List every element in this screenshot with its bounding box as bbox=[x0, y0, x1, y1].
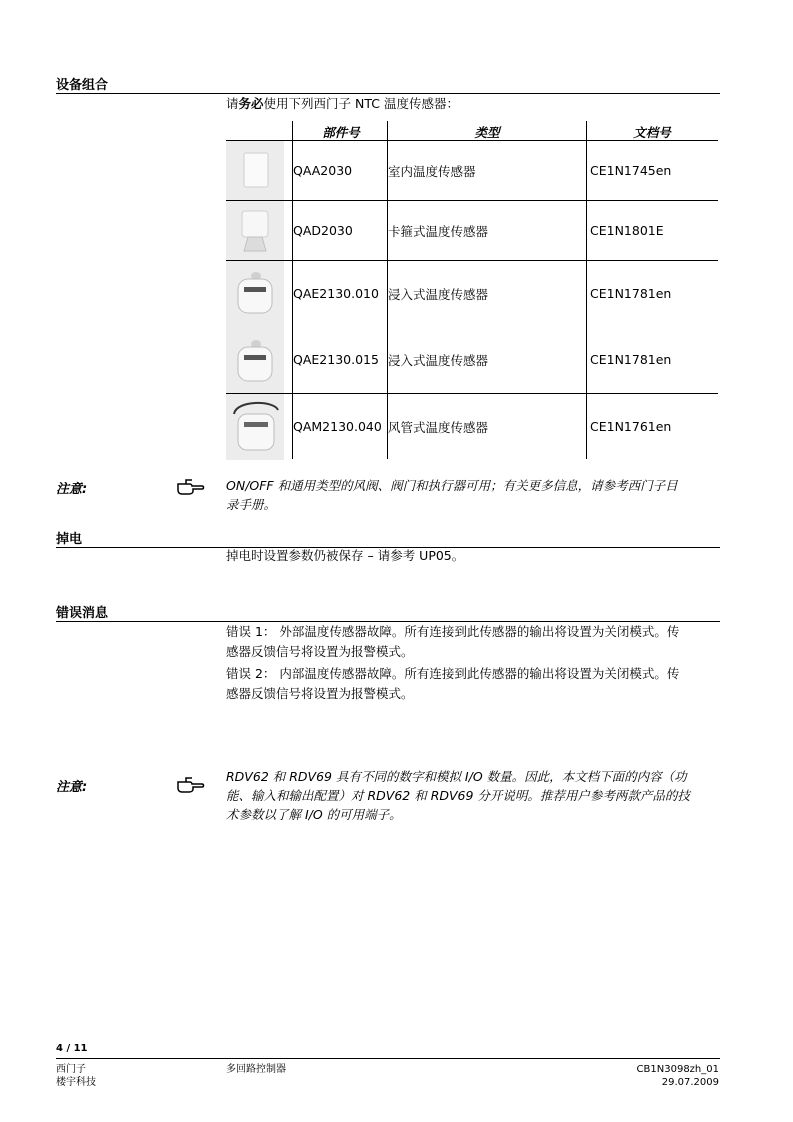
part-number: QAA2030 bbox=[293, 163, 353, 178]
table-header bbox=[226, 121, 718, 140]
error-2 bbox=[226, 664, 720, 704]
sensor-type: 浸入式温度传感器 bbox=[388, 287, 489, 302]
note-label: 注意: bbox=[56, 780, 88, 795]
table-divider bbox=[292, 121, 293, 459]
error-line: 感器反馈信号将设置为报警模式。 bbox=[226, 644, 414, 659]
error-line: 错误 2： 内部温度传感器故障。所有连接到此传感器的输出将设置为关闭模式。传 bbox=[226, 666, 680, 681]
footer-company bbox=[56, 1063, 96, 1089]
sensor-type: 卡箍式温度传感器 bbox=[388, 224, 489, 239]
table-row bbox=[226, 393, 718, 460]
note-line: 录手册。 bbox=[226, 497, 277, 512]
intro-suffix: 使用下列西门子 NTC 温度传感器： bbox=[263, 96, 459, 111]
part-number: QAE2130.015 bbox=[293, 352, 379, 367]
note-label: 注意: bbox=[56, 482, 88, 497]
error-1 bbox=[226, 622, 720, 662]
part-number: QAM2130.040 bbox=[293, 419, 382, 434]
note-line: RDV62 和 RDV69 具有不同的数字和模拟 I/O 数量。因此，本文档下面的内容（功 bbox=[226, 769, 687, 784]
header-part: 部件号 bbox=[322, 125, 360, 140]
doc-number: CE1N1781en bbox=[590, 286, 672, 301]
header-type: 类型 bbox=[474, 125, 500, 140]
doc-number: CE1N1745en bbox=[590, 163, 672, 178]
section-title-equipment: 设备组合 bbox=[56, 78, 109, 93]
sensor-type: 浸入式温度传感器 bbox=[388, 353, 489, 368]
part-number: QAD2030 bbox=[293, 223, 353, 238]
room-sensor-image bbox=[226, 141, 284, 200]
table-row bbox=[226, 327, 718, 393]
table-divider bbox=[586, 121, 587, 459]
doc-number: CE1N1761en bbox=[590, 419, 672, 434]
power-off-text: 掉电时设置参数仍被保存 – 请参考 UP05。 bbox=[226, 548, 465, 563]
company-division: 楼宇科技 bbox=[56, 1077, 96, 1088]
table-divider bbox=[387, 121, 388, 459]
section-title-power-off: 掉电 bbox=[56, 532, 83, 547]
intro-prefix: 请 bbox=[226, 96, 239, 111]
note-onoff bbox=[226, 476, 720, 514]
immersion-sensor-image bbox=[226, 327, 284, 393]
table-row bbox=[226, 140, 718, 200]
doc-id: CB1N3098zh_01 bbox=[636, 1064, 719, 1075]
doc-number: CE1N1801E bbox=[590, 223, 664, 238]
doc-date: 29.07.2009 bbox=[661, 1077, 719, 1088]
note-line: 术参数以了解 I/O 的可用端子。 bbox=[226, 807, 402, 822]
header-doc: 文档号 bbox=[633, 125, 671, 140]
duct-sensor-image bbox=[226, 394, 284, 460]
strap-on-sensor-image bbox=[226, 201, 284, 260]
footer-product: 多回路控制器 bbox=[226, 1064, 286, 1075]
footer-rule bbox=[56, 1058, 720, 1059]
sensor-type: 风管式温度传感器 bbox=[388, 420, 489, 435]
company-name: 西门子 bbox=[56, 1064, 86, 1075]
sensor-type: 室内温度传感器 bbox=[388, 164, 476, 179]
note-line: ON/OFF 和通用类型的风阀、阀门和执行器可用；有关更多信息，请参考西门子目 bbox=[226, 478, 678, 493]
pointing-hand-icon bbox=[176, 777, 206, 793]
table-row bbox=[226, 260, 718, 327]
sensor-table bbox=[226, 121, 718, 460]
equipment-intro bbox=[226, 94, 459, 114]
immersion-sensor-image bbox=[226, 261, 284, 327]
doc-number: CE1N1781en bbox=[590, 352, 672, 367]
intro-emphasis: 务必 bbox=[238, 96, 264, 111]
error-line: 错误 1： 外部温度传感器故障。所有连接到此传感器的输出将设置为关闭模式。传 bbox=[226, 624, 680, 639]
footer-doc bbox=[637, 1063, 719, 1089]
section-title-errors: 错误消息 bbox=[56, 606, 109, 621]
error-line: 感器反馈信号将设置为报警模式。 bbox=[226, 686, 414, 701]
part-number: QAE2130.010 bbox=[293, 286, 379, 301]
page-number: 4 / 11 bbox=[56, 1043, 88, 1054]
note-io bbox=[226, 767, 720, 824]
table-row bbox=[226, 200, 718, 260]
note-line: 能、输入和输出配置）对 RDV62 和 RDV69 分开说明。推荐用户参考两款产品的技 bbox=[226, 788, 690, 803]
pointing-hand-icon bbox=[176, 479, 206, 495]
